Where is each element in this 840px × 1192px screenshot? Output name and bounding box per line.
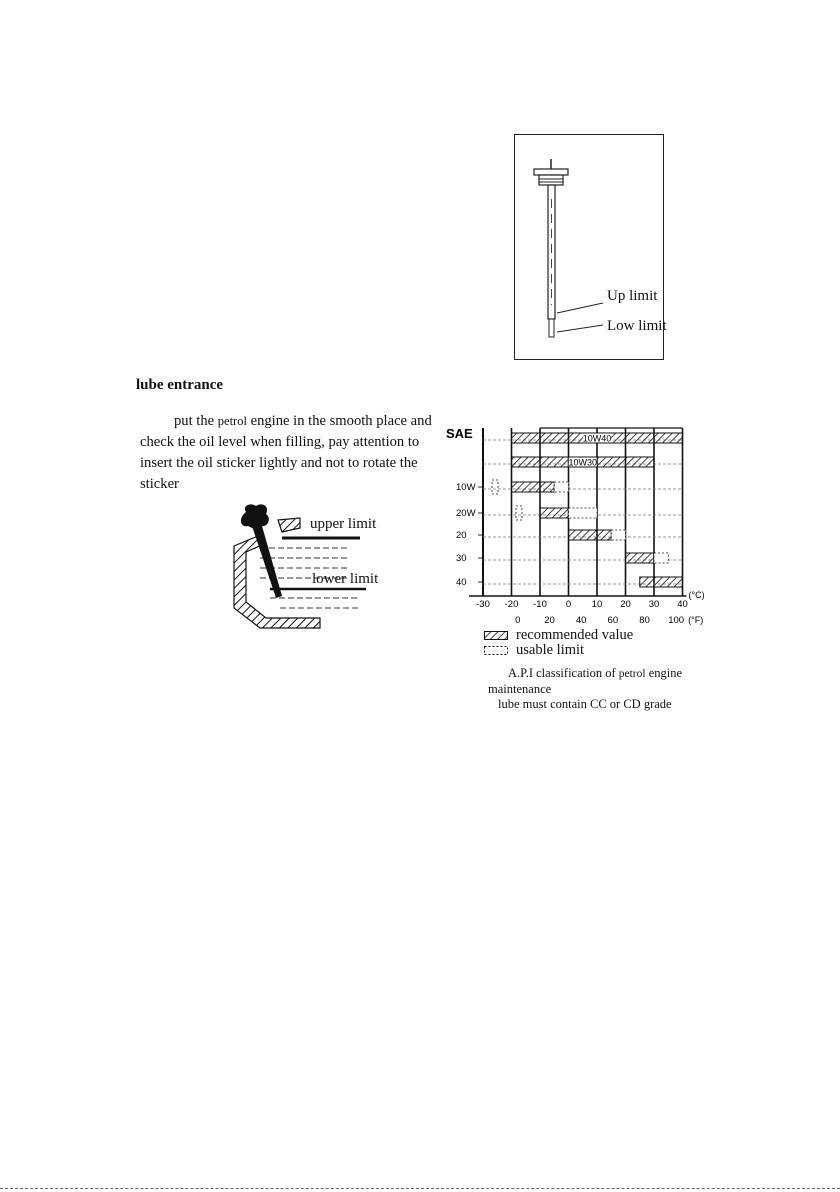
celsius-tick-label: -10 bbox=[533, 599, 547, 610]
recommended-bar bbox=[569, 530, 612, 540]
legend-usable bbox=[484, 643, 704, 658]
page-bottom-rule bbox=[0, 1188, 840, 1189]
row-label: 40 bbox=[456, 577, 467, 588]
fahrenheit-tick-label: 20 bbox=[544, 615, 555, 626]
up-limit-label: Up limit bbox=[607, 288, 658, 304]
api-note-line2: maintenance bbox=[488, 682, 552, 696]
celsius-tick-label: 10 bbox=[591, 599, 603, 610]
row-label: 20W bbox=[456, 508, 476, 519]
fahrenheit-unit: (°F) bbox=[688, 615, 704, 625]
celsius-tick-label: 20 bbox=[620, 599, 631, 610]
bar-label: 10W40 bbox=[582, 433, 612, 444]
section-heading: lube entrance bbox=[136, 377, 224, 393]
instruction-text-c: engine in the smooth place and check the oil level when filling, pay attention to insert the oil sticker lightly and not to rotate the sticker bbox=[140, 413, 432, 492]
api-classification-note bbox=[488, 666, 688, 712]
instruction-paragraph bbox=[140, 411, 440, 495]
celsius-tick-label: -20 bbox=[504, 599, 519, 610]
sae-viscosity-chart bbox=[440, 382, 705, 642]
row-bracket bbox=[492, 480, 498, 494]
usable-bar bbox=[569, 508, 598, 518]
celsius-unit: (°C) bbox=[688, 590, 705, 600]
legend-recommended bbox=[484, 628, 704, 643]
chart-title: SAE bbox=[446, 426, 473, 441]
row-bracket bbox=[516, 506, 522, 520]
api-note-line1 bbox=[488, 666, 688, 682]
chart-legend bbox=[484, 628, 704, 658]
instruction-text-a: put the bbox=[174, 413, 218, 429]
usable-swatch bbox=[484, 646, 508, 655]
instruction-text-petrol: petrol bbox=[217, 414, 247, 428]
celsius-tick-label: 40 bbox=[677, 599, 688, 610]
oil-fill-diagram bbox=[220, 500, 430, 640]
api-note-line3: lube must contain CC or CD grade bbox=[498, 697, 672, 711]
bar-label: 10W30 bbox=[568, 457, 598, 468]
recommended-bar bbox=[512, 482, 555, 492]
legend-usable-label: usable limit bbox=[516, 642, 585, 658]
celsius-tick-label: 30 bbox=[648, 599, 660, 610]
api-note-line1-a: A.P.I classification of bbox=[508, 666, 619, 680]
dipstick-figure bbox=[514, 134, 667, 360]
celsius-tick-label: -30 bbox=[476, 599, 490, 610]
sae-chart-svg bbox=[440, 382, 705, 642]
api-note-line1-c: engine bbox=[645, 666, 683, 680]
recommended-swatch bbox=[484, 631, 508, 640]
legend-recommended-label: recommended value bbox=[516, 627, 634, 643]
upper-limit-label: upper limit bbox=[310, 516, 377, 532]
fahrenheit-tick-label: 40 bbox=[575, 615, 587, 626]
usable-bar bbox=[654, 553, 668, 563]
celsius-tick-label: 0 bbox=[565, 599, 572, 610]
fahrenheit-tick-label: 60 bbox=[607, 615, 619, 626]
lower-limit-label: lower limit bbox=[312, 571, 379, 587]
usable-bar bbox=[554, 482, 568, 492]
row-label: 30 bbox=[456, 553, 467, 564]
row-label: 10W bbox=[456, 482, 476, 493]
fahrenheit-tick-label: 0 bbox=[515, 615, 521, 626]
row-label: 20 bbox=[456, 530, 467, 541]
fahrenheit-tick-label: 80 bbox=[639, 615, 650, 626]
recommended-bar bbox=[540, 508, 569, 518]
recommended-bar bbox=[626, 553, 655, 563]
fahrenheit-tick-label: 100 bbox=[668, 615, 685, 626]
api-note-line1-petrol: petrol bbox=[618, 668, 646, 680]
recommended-bar bbox=[640, 577, 683, 587]
low-limit-label: Low limit bbox=[607, 318, 667, 334]
usable-bar bbox=[611, 530, 625, 540]
